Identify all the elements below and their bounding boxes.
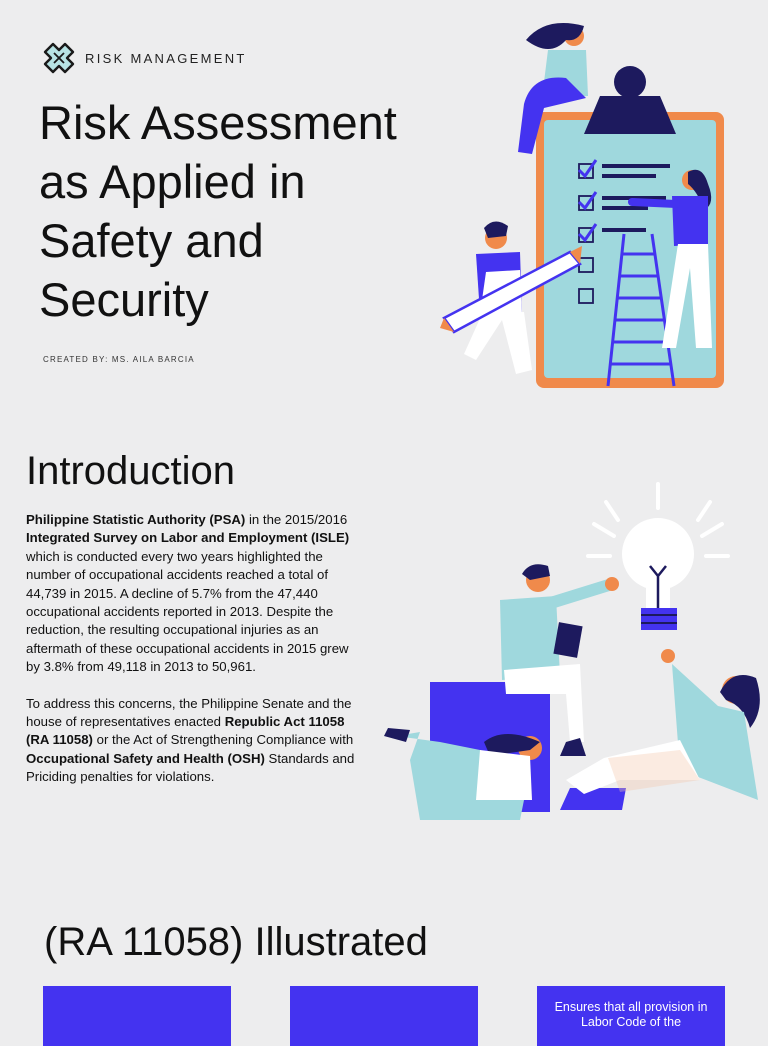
section-heading-introduction: Introduction [26,449,236,493]
section-heading-ra-illustrated: (RA 11058) Illustrated [44,920,428,964]
body-text: To address this concerns, the Philippine Senate and the house of representatives enacted [26,695,352,730]
intro-paragraph [26,695,356,787]
bold-term: Philippine Statistic Authority (PSA) [26,512,246,527]
lightbulb-team-illustration [380,480,768,820]
bold-term: Occupational Safety and Health (OSH) [26,750,265,766]
title-line: Security [39,273,209,326]
brand [43,42,247,74]
title-line: as Applied in [39,155,306,208]
body-text: which is conducted every two years highlighted the number of occupational accidents reached a total of 44,739 in 2015. A decline of 5.7% from the 47,440 occupational accidents reported in 2013. Despite the reduction, the resulting occupational injuries as an aftermath of these occupational accidents in 2015 grew by 3.8% from 49,118 in 2013 to 50,961. [26,548,349,675]
intro-paragraph [26,511,356,677]
ra-card [43,986,231,1046]
page-title [39,93,469,329]
cross-logo-icon [43,42,75,74]
title-line: Risk Assessment [39,96,397,149]
intro-body [26,511,356,805]
clipboard-checklist-illustration [436,14,736,394]
body-text: Standards and Priciding penalties for violations. [26,750,355,785]
body-text: in the 2015/2016 [245,512,348,527]
bold-term: Integrated Survey on Labor and Employment (ISLE) [26,530,350,546]
title-line: Safety and [39,214,264,267]
ra-card [290,986,478,1046]
body-text: or the Act of Strengthening Compliance with [92,732,354,748]
brand-label: RISK MANAGEMENT [85,50,247,66]
created-by: CREATED BY: MS. AILA BARCIA [43,355,195,364]
bold-term: Republic Act 11058 (RA 11058) [26,714,345,748]
ra-card: Ensures that all provision in Labor Code of the [537,986,725,1046]
